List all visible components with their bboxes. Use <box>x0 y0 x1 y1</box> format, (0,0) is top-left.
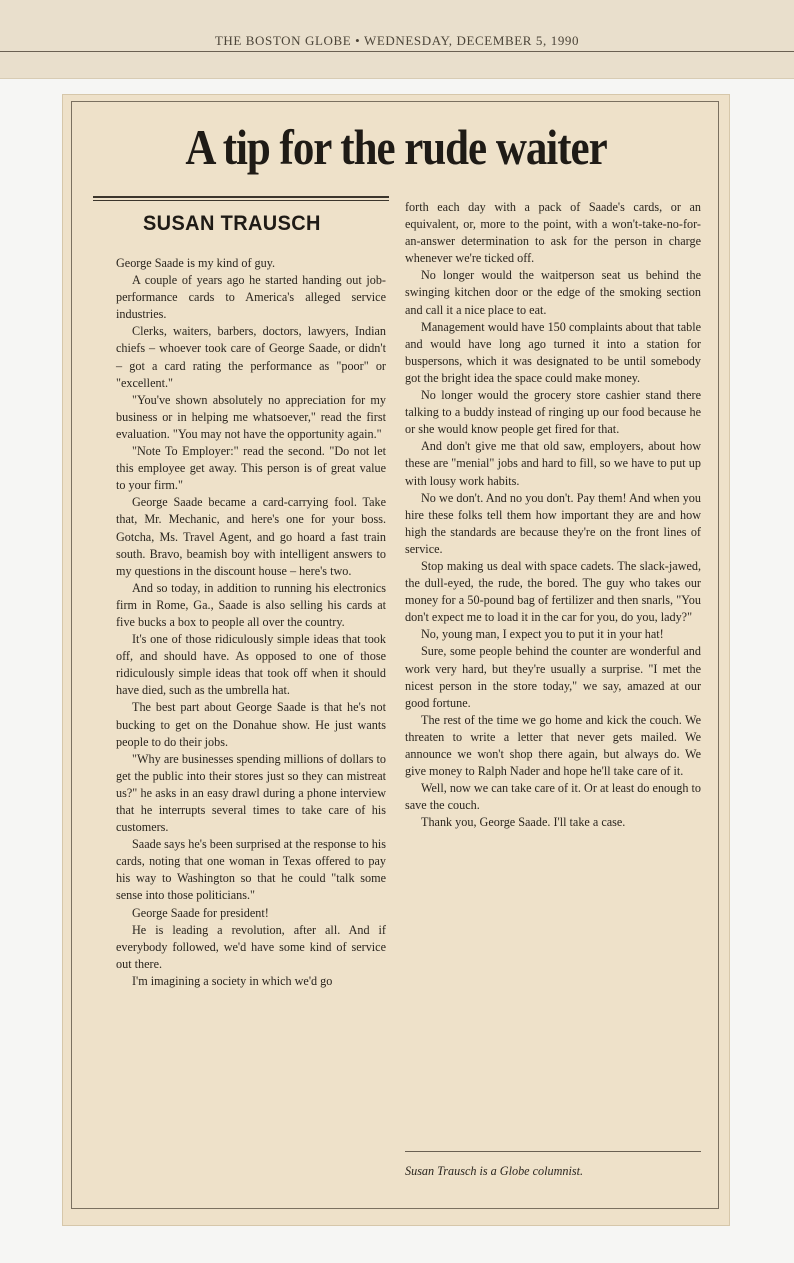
paragraph: "You've shown absolutely no appreciation for my business or in helping me whatsoever," read the first evaluation. "You may not have the opportunity again." <box>116 392 386 441</box>
newspaper-clipping <box>63 95 729 1225</box>
paragraph: I'm imagining a society in which we'd go <box>132 973 333 988</box>
paragraph: No, young man, I expect you to put it in your hat! <box>421 627 664 642</box>
paragraph: Thank you, George Saade. I'll take a case. <box>421 815 626 830</box>
paragraph: And don't give me that old saw, employers, about how these are "menial" jobs and hard to fill, so we have to put up with lousy work habits. <box>405 439 701 488</box>
paragraph: No we don't. And no you don't. Pay them! And when you hire these folks tell them how important they are and how high the standards are because they're on the front lines of service. <box>405 490 701 556</box>
footnote-rule <box>405 1151 701 1152</box>
masthead-dateline: THE BOSTON GLOBE • WEDNESDAY, DECEMBER 5, 1990 <box>214 33 580 48</box>
masthead-rule <box>0 51 794 52</box>
paragraph: George Saade is my kind of guy. <box>116 256 276 270</box>
paragraph: Saade says he's been surprised at the response to his cards, noting that one woman in Texas offered to pay his way to Washington so that he could "talk some sense into those politicians." <box>116 837 386 903</box>
paragraph: And so today, in addition to running his electronics firm in Rome, Ga., Saade is also selling his cards at five bucks a box to people all over the country. <box>116 580 386 629</box>
paragraph: Management would have 150 complaints about that table and would have long ago turned it into a station for buspersons, which it was designated to be until somebody got the bright idea the space could make money. <box>405 319 701 385</box>
paragraph: "Why are businesses spending millions of dollars to get the public into their stores just so they can mistreat us?" he asks in an easy drawl during a phone interview that he interrupts several times to take care of his customers. <box>116 751 386 835</box>
paragraph: Stop making us deal with space cadets. The slack-jawed, the dull-eyed, the rude, the bored. The guy who takes our money for a 50-pound bag of fertilizer and then snarls, "You don't expect me to load it in the car for you, do you, lady?" <box>405 558 701 625</box>
paragraph: George Saade became a card-carrying fool. Take that, Mr. Mechanic, and here's one for your boss. Gotcha, Ms. Travel Agent, and go hoard a fast train south. Bravo, beamish boy with intelligent answers to my questions in the discount house – here's two. <box>116 495 386 578</box>
newspaper-header-strip <box>0 0 794 79</box>
paragraph: George Saade for president! <box>132 905 269 920</box>
author-footnote <box>405 1163 701 1180</box>
article-column-1 <box>116 255 386 990</box>
paragraph: He is leading a revolution, after all. And if everybody followed, we'd have some kind of service out there. <box>116 922 386 971</box>
paragraph: forth each day with a pack of Saade's cards, or an equivalent, or, more to the point, with a won't-take-no-for-an-answer determination to ask for the person in charge whenever we're ticked off. <box>405 200 701 266</box>
byline-rule-bottom <box>93 200 389 201</box>
paragraph: It's one of those ridiculously simple ideas that took off, and should have. As opposed to one of those ridiculously simple ideas that took off when it should have died, such as the umbrella hat. <box>116 632 386 698</box>
article-column-2 <box>405 199 701 831</box>
paragraph: Sure, some people behind the counter are wonderful and work very hard, but they're usually a surprise. "I met the nicest person in the store today," we say, amazed at our good fortune. <box>405 644 701 710</box>
byline-rule-top <box>93 196 389 198</box>
author-byline: SUSAN TRAUSCH <box>143 212 321 235</box>
paragraph: The rest of the time we go home and kick the couch. We threaten to write a letter that never gets mailed. We announce we won't shop there again, but always do. We give money to Ralph Nader and hope he'll take care of it. <box>405 712 701 779</box>
article-headline: A tip for the rude waiter <box>185 119 607 175</box>
paragraph: Clerks, waiters, barbers, doctors, lawyers, Indian chiefs – whoever took care of George Saade, or didn't – got a card rating the performance as "poor" or "excellent." <box>116 324 386 390</box>
paragraph: No longer would the grocery store cashier stand there talking to a buddy instead of ringing up our food because he or she would know people get fired for that. <box>405 388 701 437</box>
paragraph: A couple of years ago he started handing out job-performance cards to America's alleged service industries. <box>116 273 386 322</box>
paragraph: The best part about George Saade is that he's not bucking to get on the Donahue show. He just wants people to do their jobs. <box>116 700 386 749</box>
paragraph: "Note To Employer:" read the second. "Do not let this employee get away. This person is of great value to your firm." <box>116 444 386 493</box>
footnote-text: Susan Trausch is a Globe columnist. <box>405 1164 584 1178</box>
paragraph: Well, now we can take care of it. Or at least do enough to save the couch. <box>405 781 701 813</box>
paragraph: No longer would the waitperson seat us behind the swinging kitchen door or the edge of the smoking section and call it a nice place to eat. <box>405 268 701 317</box>
